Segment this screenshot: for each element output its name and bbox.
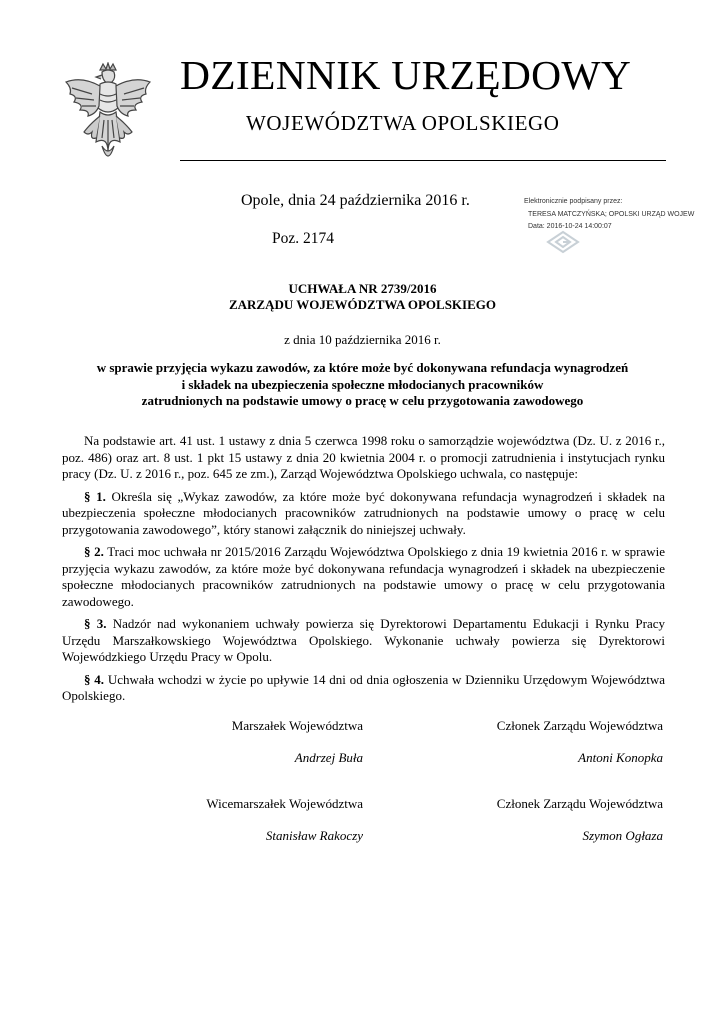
- signatory-block: [150, 718, 363, 766]
- subject-line: zatrudnionych na podstawie umowy o pracę w celu przygotowania zawodowego: [141, 393, 584, 408]
- resolution-body: [62, 433, 665, 711]
- subject-line: i składek na ubezpieczenia społeczne młodocianych pracowników: [181, 376, 544, 392]
- signature-check-icon: [546, 230, 580, 254]
- resolution-header: [60, 281, 665, 313]
- place-date: Opole, dnia 24 października 2016 r.: [241, 192, 470, 209]
- section-text: Określa się „Wykaz zawodów, za które może być dokonywana refundacja wynagrodzeń i składek na ubezpieczenia społeczne młodocianych pracowników zatrudnionych na podstawie umowy o pracę w celu przygotowania zawodowego”, który stanowi załącznik do niniejszej uchwały.: [62, 488, 666, 537]
- signatory-block: [440, 718, 663, 766]
- signatory-name: Stanisław Rakoczy: [265, 828, 363, 843]
- section-label: § 2.: [84, 544, 104, 559]
- polish-eagle-emblem-icon: [62, 62, 154, 168]
- section-text: Traci moc uchwała nr 2015/2016 Zarządu Województwa Opolskiego z dnia 19 kwietnia 2016 r. w sprawie przyjęcia wykazu zawodów, za które może być dokonywana refundacja wynagrodzeń i składek na ubezpieczenie społeczne młodocianych pracowników zatrudnionych na podstawie umowy o pracę w celu przygotowania zawodowego.: [62, 544, 666, 609]
- resolution-number: UCHWAŁA NR 2739/2016: [288, 281, 437, 296]
- electronic-signature-stamp: [524, 196, 724, 234]
- section-1: [62, 489, 665, 539]
- signatory-block: [150, 796, 363, 844]
- resolution-subject: [60, 360, 665, 410]
- section-3: [62, 616, 665, 666]
- signatory-block: [440, 796, 663, 844]
- signature-signer: TERESA MATCZYŃSKA; OPOLSKI URZĄD WOJEW: [528, 210, 695, 218]
- signature-date: Data: 2016-10-24 14:00:07: [528, 223, 612, 230]
- section-text: Nadzór nad wykonaniem uchwały powierza się Dyrektorowi Departamentu Edukacji i Rynku Pracy Urzędu Marszałkowskiego Województwa Opolskiego. Wykonanie uchwały powierza się Dyrektorowi Wojewódzkiego Urzędu Pracy w Opolu.: [62, 616, 665, 664]
- signatory-name: Szymon Ogłaza: [582, 828, 663, 843]
- section-label: § 3.: [84, 616, 107, 631]
- signatory-role: Marszałek Województwa: [231, 718, 363, 733]
- section-2: [62, 544, 665, 610]
- signatory-role: Wicemarszałek Województwa: [206, 796, 363, 811]
- signatory-role: Członek Zarządu Województwa: [496, 718, 663, 733]
- preamble: Na podstawie art. 41 ust. 1 ustawy z dnia 5 czerwca 1998 roku o samorządzie województwa (Dz. U. z 2016 r., poz. 486) oraz art. 8 ust. 1 pkt 15 ustawy z dnia 20 kwietnia 2004 r. o promocji zatrudnienia i instytucjach rynku pracy (Dz. U. z 2016 r., poz. 645 ze zm.), Zarząd Województwa Opolskiego uchwala, co następuje:: [62, 433, 665, 481]
- signatory-name: Antoni Konopka: [578, 750, 663, 765]
- subject-line: w sprawie przyjęcia wykazu zawodów, za które może być dokonywana refundacja wynagrodzeń: [96, 360, 629, 375]
- section-text: Uchwała wchodzi w życie po upływie 14 dni od dnia ogłoszenia w Dzienniku Urzędowym Województwa Opolskiego.: [62, 671, 666, 703]
- section-label: § 4.: [84, 671, 105, 687]
- signatory-name: Andrzej Buła: [294, 750, 363, 765]
- resolution-date: z dnia 10 października 2016 r.: [284, 332, 441, 347]
- header-divider: [180, 160, 666, 161]
- journal-title: DZIENNIK URZĘDOWY: [180, 52, 632, 98]
- resolution-issuer: ZARZĄDU WOJEWÓDZTWA OPOLSKIEGO: [228, 297, 497, 312]
- signatory-role: Członek Zarządu Województwa: [496, 796, 663, 811]
- section-label: § 1.: [84, 488, 106, 504]
- signature-label: Elektronicznie podpisany przez:: [524, 198, 623, 205]
- journal-subtitle: WOJEWÓDZTWA OPOLSKIEGO: [246, 111, 560, 135]
- position-number: Poz. 2174: [272, 230, 334, 247]
- section-4: [62, 672, 665, 705]
